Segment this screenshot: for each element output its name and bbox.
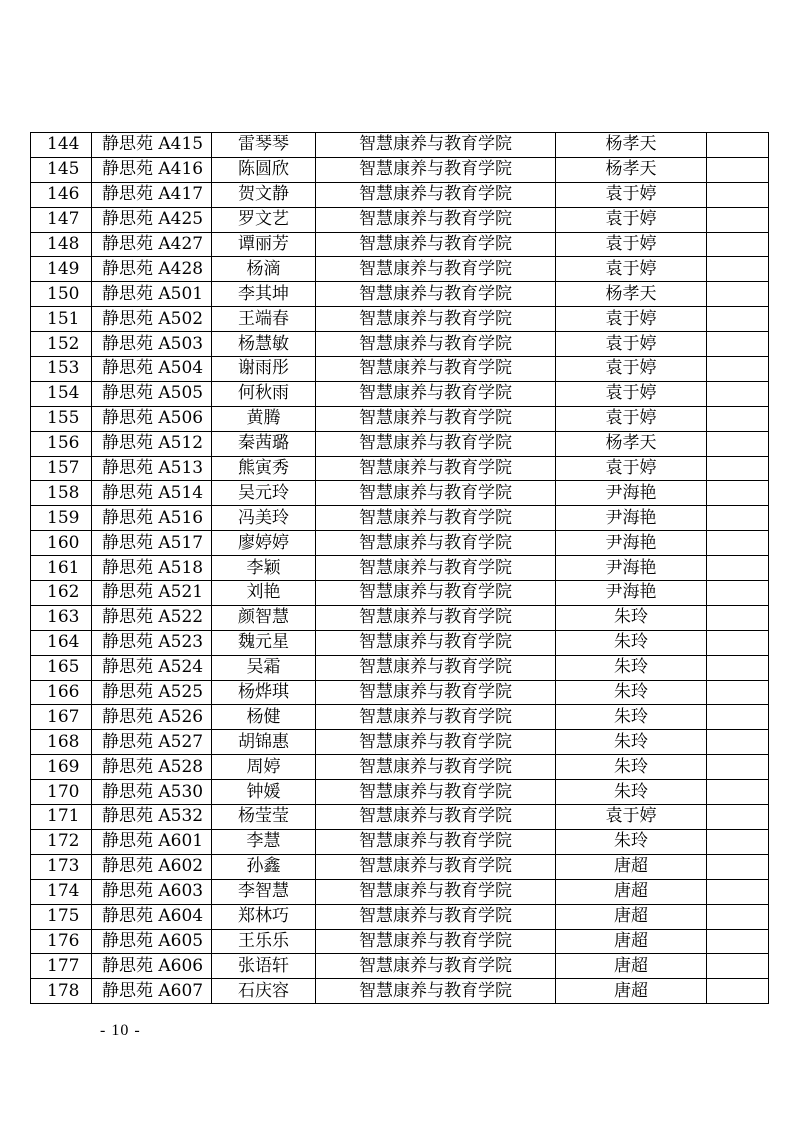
student-name: 郑林巧: [212, 904, 316, 929]
counselor-name: 袁于婷: [556, 805, 707, 830]
table-row: [31, 357, 769, 382]
counselor-name: 朱玲: [556, 680, 707, 705]
table-row: [31, 929, 769, 954]
row-number: 150: [31, 282, 92, 307]
counselor-name: 袁于婷: [556, 257, 707, 282]
counselor-name: 袁于婷: [556, 357, 707, 382]
note-cell: [707, 531, 769, 556]
row-number: 176: [31, 929, 92, 954]
dorm-room: 静思苑 A501: [92, 282, 212, 307]
college-name: 智慧康养与教育学院: [316, 232, 556, 257]
student-name: 杨慧敏: [212, 332, 316, 357]
note-cell: [707, 282, 769, 307]
counselor-name: 尹海艳: [556, 506, 707, 531]
table-row: [31, 605, 769, 630]
student-name: 谭丽芳: [212, 232, 316, 257]
student-name: 李智慧: [212, 879, 316, 904]
note-cell: [707, 854, 769, 879]
dorm-room: 静思苑 A425: [92, 207, 212, 232]
student-name: 周婷: [212, 755, 316, 780]
dorm-room: 静思苑 A517: [92, 531, 212, 556]
table-row: [31, 854, 769, 879]
table-row: [31, 755, 769, 780]
table-row: [31, 182, 769, 207]
counselor-name: 杨孝天: [556, 157, 707, 182]
counselor-name: 唐超: [556, 979, 707, 1004]
row-number: 165: [31, 655, 92, 680]
table-row: [31, 282, 769, 307]
student-name: 王乐乐: [212, 929, 316, 954]
note-cell: [707, 705, 769, 730]
note-cell: [707, 133, 769, 158]
student-name: 钟媛: [212, 780, 316, 805]
counselor-name: 尹海艳: [556, 556, 707, 581]
table-row: [31, 232, 769, 257]
student-name: 杨健: [212, 705, 316, 730]
roster-table-body: [31, 133, 769, 1004]
row-number: 144: [31, 133, 92, 158]
counselor-name: 杨孝天: [556, 431, 707, 456]
dorm-room: 静思苑 A601: [92, 829, 212, 854]
row-number: 159: [31, 506, 92, 531]
student-name: 何秋雨: [212, 381, 316, 406]
row-number: 172: [31, 829, 92, 854]
note-cell: [707, 904, 769, 929]
note-cell: [707, 630, 769, 655]
dorm-room: 静思苑 A518: [92, 556, 212, 581]
student-name: 贺文静: [212, 182, 316, 207]
college-name: 智慧康养与教育学院: [316, 257, 556, 282]
table-row: [31, 133, 769, 158]
row-number: 154: [31, 381, 92, 406]
note-cell: [707, 755, 769, 780]
note-cell: [707, 680, 769, 705]
table-row: [31, 481, 769, 506]
note-cell: [707, 605, 769, 630]
dorm-room: 静思苑 A605: [92, 929, 212, 954]
table-row: [31, 581, 769, 606]
college-name: 智慧康养与教育学院: [316, 655, 556, 680]
note-cell: [707, 780, 769, 805]
note-cell: [707, 805, 769, 830]
college-name: 智慧康养与教育学院: [316, 282, 556, 307]
dorm-room: 静思苑 A502: [92, 307, 212, 332]
college-name: 智慧康养与教育学院: [316, 755, 556, 780]
dorm-room: 静思苑 A525: [92, 680, 212, 705]
student-name: 杨莹莹: [212, 805, 316, 830]
college-name: 智慧康养与教育学院: [316, 431, 556, 456]
note-cell: [707, 954, 769, 979]
row-number: 178: [31, 979, 92, 1004]
student-name: 杨烨琪: [212, 680, 316, 705]
counselor-name: 杨孝天: [556, 282, 707, 307]
student-name: 王端春: [212, 307, 316, 332]
row-number: 149: [31, 257, 92, 282]
row-number: 164: [31, 630, 92, 655]
table-row: [31, 531, 769, 556]
counselor-name: 尹海艳: [556, 581, 707, 606]
college-name: 智慧康养与教育学院: [316, 381, 556, 406]
counselor-name: 袁于婷: [556, 207, 707, 232]
note-cell: [707, 481, 769, 506]
student-name: 吴霜: [212, 655, 316, 680]
dorm-room: 静思苑 A503: [92, 332, 212, 357]
row-number: 161: [31, 556, 92, 581]
counselor-name: 尹海艳: [556, 481, 707, 506]
row-number: 175: [31, 904, 92, 929]
college-name: 智慧康养与教育学院: [316, 780, 556, 805]
table-row: [31, 630, 769, 655]
table-row: [31, 655, 769, 680]
page-number: - 10 -: [100, 1022, 141, 1039]
college-name: 智慧康养与教育学院: [316, 680, 556, 705]
student-name: 黄腾: [212, 406, 316, 431]
row-number: 169: [31, 755, 92, 780]
student-name: 罗文艺: [212, 207, 316, 232]
counselor-name: 朱玲: [556, 630, 707, 655]
counselor-name: 袁于婷: [556, 232, 707, 257]
table-row: [31, 332, 769, 357]
counselor-name: 尹海艳: [556, 531, 707, 556]
note-cell: [707, 556, 769, 581]
row-number: 168: [31, 730, 92, 755]
dorm-room: 静思苑 A513: [92, 456, 212, 481]
table-row: [31, 307, 769, 332]
student-name: 陈圆欣: [212, 157, 316, 182]
dorm-room: 静思苑 A527: [92, 730, 212, 755]
row-number: 145: [31, 157, 92, 182]
college-name: 智慧康养与教育学院: [316, 531, 556, 556]
college-name: 智慧康养与教育学院: [316, 605, 556, 630]
dorm-room: 静思苑 A516: [92, 506, 212, 531]
table-row: [31, 381, 769, 406]
row-number: 146: [31, 182, 92, 207]
college-name: 智慧康养与教育学院: [316, 182, 556, 207]
counselor-name: 唐超: [556, 879, 707, 904]
table-row: [31, 207, 769, 232]
dorm-room: 静思苑 A416: [92, 157, 212, 182]
dorm-room: 静思苑 A603: [92, 879, 212, 904]
student-name: 熊寅秀: [212, 456, 316, 481]
table-row: [31, 780, 769, 805]
row-number: 157: [31, 456, 92, 481]
student-name: 魏元星: [212, 630, 316, 655]
table-row: [31, 979, 769, 1004]
college-name: 智慧康养与教育学院: [316, 456, 556, 481]
row-number: 162: [31, 581, 92, 606]
college-name: 智慧康养与教育学院: [316, 730, 556, 755]
counselor-name: 朱玲: [556, 780, 707, 805]
college-name: 智慧康养与教育学院: [316, 829, 556, 854]
table-row: [31, 954, 769, 979]
table-row: [31, 829, 769, 854]
table-row: [31, 805, 769, 830]
dorm-room: 静思苑 A528: [92, 755, 212, 780]
dorm-room: 静思苑 A417: [92, 182, 212, 207]
student-name: 杨滴: [212, 257, 316, 282]
dorm-room: 静思苑 A505: [92, 381, 212, 406]
note-cell: [707, 979, 769, 1004]
dorm-room: 静思苑 A522: [92, 605, 212, 630]
dorm-room: 静思苑 A427: [92, 232, 212, 257]
note-cell: [707, 332, 769, 357]
note-cell: [707, 456, 769, 481]
college-name: 智慧康养与教育学院: [316, 929, 556, 954]
row-number: 170: [31, 780, 92, 805]
note-cell: [707, 207, 769, 232]
counselor-name: 朱玲: [556, 705, 707, 730]
college-name: 智慧康养与教育学院: [316, 406, 556, 431]
counselor-name: 朱玲: [556, 655, 707, 680]
student-name: 李颖: [212, 556, 316, 581]
row-number: 174: [31, 879, 92, 904]
row-number: 158: [31, 481, 92, 506]
dorm-room: 静思苑 A428: [92, 257, 212, 282]
row-number: 156: [31, 431, 92, 456]
table-row: [31, 406, 769, 431]
college-name: 智慧康养与教育学院: [316, 133, 556, 158]
college-name: 智慧康养与教育学院: [316, 879, 556, 904]
college-name: 智慧康养与教育学院: [316, 904, 556, 929]
note-cell: [707, 307, 769, 332]
college-name: 智慧康养与教育学院: [316, 954, 556, 979]
student-name: 吴元玲: [212, 481, 316, 506]
college-name: 智慧康养与教育学院: [316, 854, 556, 879]
table-row: [31, 680, 769, 705]
table-row: [31, 730, 769, 755]
student-name: 孙鑫: [212, 854, 316, 879]
note-cell: [707, 879, 769, 904]
table-row: [31, 157, 769, 182]
table-row: [31, 556, 769, 581]
dorm-room: 静思苑 A532: [92, 805, 212, 830]
row-number: 171: [31, 805, 92, 830]
college-name: 智慧康养与教育学院: [316, 332, 556, 357]
note-cell: [707, 506, 769, 531]
student-name: 张语轩: [212, 954, 316, 979]
dorm-room: 静思苑 A512: [92, 431, 212, 456]
dorm-room: 静思苑 A607: [92, 979, 212, 1004]
counselor-name: 袁于婷: [556, 406, 707, 431]
note-cell: [707, 581, 769, 606]
note-cell: [707, 929, 769, 954]
row-number: 151: [31, 307, 92, 332]
counselor-name: 袁于婷: [556, 182, 707, 207]
college-name: 智慧康养与教育学院: [316, 481, 556, 506]
college-name: 智慧康养与教育学院: [316, 357, 556, 382]
note-cell: [707, 829, 769, 854]
counselor-name: 唐超: [556, 929, 707, 954]
college-name: 智慧康养与教育学院: [316, 805, 556, 830]
note-cell: [707, 730, 769, 755]
counselor-name: 袁于婷: [556, 307, 707, 332]
note-cell: [707, 655, 769, 680]
dorm-room: 静思苑 A523: [92, 630, 212, 655]
note-cell: [707, 431, 769, 456]
student-name: 秦茜璐: [212, 431, 316, 456]
counselor-name: 唐超: [556, 904, 707, 929]
college-name: 智慧康养与教育学院: [316, 979, 556, 1004]
college-name: 智慧康养与教育学院: [316, 581, 556, 606]
college-name: 智慧康养与教育学院: [316, 630, 556, 655]
note-cell: [707, 257, 769, 282]
roster-table: [30, 132, 769, 1004]
note-cell: [707, 157, 769, 182]
dorm-room: 静思苑 A506: [92, 406, 212, 431]
table-row: [31, 506, 769, 531]
college-name: 智慧康养与教育学院: [316, 556, 556, 581]
row-number: 163: [31, 605, 92, 630]
college-name: 智慧康养与教育学院: [316, 705, 556, 730]
student-name: 李其坤: [212, 282, 316, 307]
note-cell: [707, 381, 769, 406]
counselor-name: 袁于婷: [556, 332, 707, 357]
dorm-room: 静思苑 A604: [92, 904, 212, 929]
counselor-name: 朱玲: [556, 829, 707, 854]
row-number: 166: [31, 680, 92, 705]
college-name: 智慧康养与教育学院: [316, 157, 556, 182]
dorm-room: 静思苑 A524: [92, 655, 212, 680]
counselor-name: 朱玲: [556, 730, 707, 755]
table-row: [31, 904, 769, 929]
row-number: 147: [31, 207, 92, 232]
row-number: 155: [31, 406, 92, 431]
dorm-room: 静思苑 A530: [92, 780, 212, 805]
student-name: 廖婷婷: [212, 531, 316, 556]
student-name: 雷琴琴: [212, 133, 316, 158]
student-name: 刘艳: [212, 581, 316, 606]
note-cell: [707, 357, 769, 382]
student-name: 李慧: [212, 829, 316, 854]
counselor-name: 唐超: [556, 954, 707, 979]
dorm-room: 静思苑 A504: [92, 357, 212, 382]
note-cell: [707, 232, 769, 257]
table-row: [31, 456, 769, 481]
dorm-room: 静思苑 A514: [92, 481, 212, 506]
table-row: [31, 431, 769, 456]
college-name: 智慧康养与教育学院: [316, 207, 556, 232]
note-cell: [707, 182, 769, 207]
student-name: 石庆容: [212, 979, 316, 1004]
counselor-name: 袁于婷: [556, 456, 707, 481]
student-name: 冯美玲: [212, 506, 316, 531]
student-name: 胡锦惠: [212, 730, 316, 755]
row-number: 153: [31, 357, 92, 382]
counselor-name: 朱玲: [556, 605, 707, 630]
note-cell: [707, 406, 769, 431]
student-name: 谢雨彤: [212, 357, 316, 382]
table-row: [31, 257, 769, 282]
dorm-room: 静思苑 A526: [92, 705, 212, 730]
college-name: 智慧康养与教育学院: [316, 506, 556, 531]
row-number: 160: [31, 531, 92, 556]
table-row: [31, 879, 769, 904]
dorm-room: 静思苑 A521: [92, 581, 212, 606]
student-name: 颜智慧: [212, 605, 316, 630]
table-row: [31, 705, 769, 730]
row-number: 167: [31, 705, 92, 730]
dorm-room: 静思苑 A415: [92, 133, 212, 158]
row-number: 148: [31, 232, 92, 257]
row-number: 152: [31, 332, 92, 357]
dorm-room: 静思苑 A602: [92, 854, 212, 879]
counselor-name: 唐超: [556, 854, 707, 879]
counselor-name: 朱玲: [556, 755, 707, 780]
dorm-room: 静思苑 A606: [92, 954, 212, 979]
counselor-name: 袁于婷: [556, 381, 707, 406]
row-number: 177: [31, 954, 92, 979]
counselor-name: 杨孝天: [556, 133, 707, 158]
college-name: 智慧康养与教育学院: [316, 307, 556, 332]
row-number: 173: [31, 854, 92, 879]
